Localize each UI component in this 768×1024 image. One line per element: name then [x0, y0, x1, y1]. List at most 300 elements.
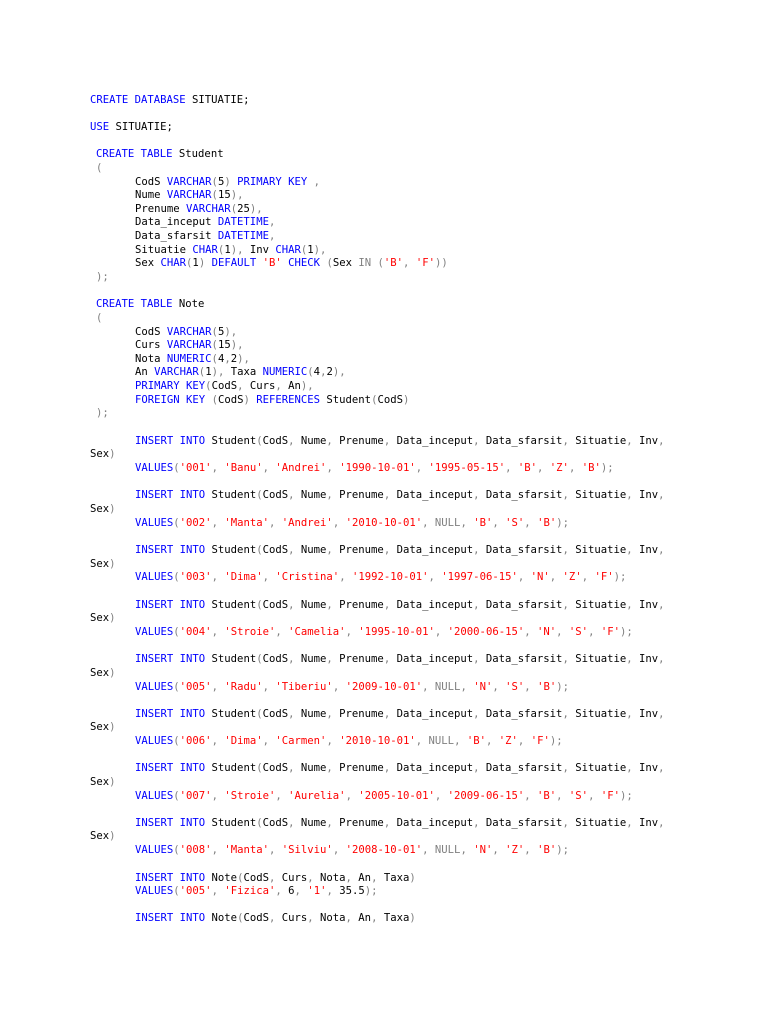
sql-punctuation: ,: [288, 489, 295, 501]
sql-punctuation: (: [198, 366, 206, 378]
sql-punctuation: ,: [332, 681, 340, 693]
sql-identifier: Nota: [313, 912, 346, 924]
sql-keyword: CREATE TABLE: [96, 148, 173, 160]
sql-punctuation: ,: [262, 735, 270, 747]
sql-punctuation: ,: [268, 912, 276, 924]
sql-identifier: An: [281, 380, 301, 392]
code-line: [135, 543, 665, 557]
sql-identifier: Student: [172, 148, 224, 160]
sql-identifier: Prenume: [332, 653, 384, 665]
sql-identifier: Nota: [135, 353, 167, 365]
sql-string-literal: '003': [179, 571, 212, 583]
sql-identifier: 6: [281, 885, 295, 897]
sql-identifier: Data_inceput: [390, 435, 474, 447]
sql-string-literal: 'Camelia': [288, 626, 346, 638]
sql-identifier: Nume: [294, 708, 327, 720]
sql-identifier: CodS: [262, 489, 289, 501]
sql-punctuation: ,: [485, 735, 493, 747]
sql-identifier: Nume: [294, 762, 327, 774]
sql-identifier: CodS: [262, 544, 289, 556]
sql-string-literal: '004': [179, 626, 212, 638]
sql-identifier: Student: [205, 435, 257, 447]
sql-punctuation: ,: [434, 626, 442, 638]
sql-punctuation: ): [198, 257, 206, 269]
sql-identifier: Prenume: [332, 435, 384, 447]
sql-punctuation: ,: [626, 653, 633, 665]
sql-identifier: Situatie: [568, 817, 627, 829]
sql-identifier: Prenume: [332, 544, 384, 556]
code-line: [90, 502, 116, 516]
sql-string-literal: '002': [179, 517, 212, 529]
sql-identifier: Data_sfarsit: [479, 653, 563, 665]
sql-punctuation: ,: [383, 762, 391, 774]
sql-punctuation: (: [237, 912, 244, 924]
sql-keyword: PRIMARY KEY: [135, 380, 206, 392]
sql-identifier: Curs: [275, 872, 308, 884]
sql-punctuation: (: [256, 817, 263, 829]
sql-string-literal: 'F': [530, 735, 550, 747]
code-line: [135, 625, 633, 639]
code-line: [135, 871, 416, 885]
sql-punctuation: ,: [524, 517, 531, 529]
sql-string-literal: '2005-10-01': [358, 790, 435, 802]
sql-keyword: VALUES: [135, 735, 174, 747]
sql-punctuation: ,: [371, 912, 378, 924]
sql-identifier: CodS: [135, 326, 167, 338]
sql-identifier: Student: [205, 817, 257, 829]
sql-punctuation: ,: [658, 708, 665, 720]
sql-punctuation: ,: [211, 626, 218, 638]
sql-punctuation: );: [613, 571, 627, 583]
sql-keyword: CHAR: [275, 244, 301, 256]
sql-string-literal: '2008-10-01': [345, 844, 423, 856]
code-line: [135, 488, 665, 502]
sql-identifier: Data_inceput: [390, 599, 474, 611]
sql-string-literal: 'Aurelia': [288, 790, 346, 802]
sql-punctuation: ,: [626, 599, 633, 611]
sql-identifier: Nume: [294, 544, 327, 556]
sql-identifier: Taxa: [377, 872, 410, 884]
sql-string-literal: '1': [307, 885, 327, 897]
sql-punctuation: ,: [562, 708, 569, 720]
sql-punctuation: ,: [428, 571, 435, 583]
sql-punctuation: ),: [249, 203, 263, 215]
sql-punctuation: ,: [224, 353, 231, 365]
sql-identifier: Nota: [313, 872, 346, 884]
code-line: [90, 829, 116, 843]
sql-identifier: Situatie: [568, 599, 627, 611]
sql-identifier: Sex: [90, 503, 110, 515]
sql-punctuation: ,: [383, 708, 391, 720]
sql-null-literal: NULL: [434, 844, 461, 856]
sql-punctuation: ,: [492, 681, 499, 693]
sql-identifier: 1: [205, 366, 212, 378]
sql-identifier: 35.5: [332, 885, 365, 897]
sql-punctuation: (: [256, 599, 263, 611]
sql-punctuation: ,: [454, 735, 461, 747]
sql-identifier: Inv: [243, 244, 276, 256]
sql-punctuation: ,: [588, 790, 595, 802]
sql-keyword: INSERT INTO: [135, 912, 206, 924]
sql-punctuation: ,: [326, 885, 333, 897]
sql-punctuation: );: [600, 462, 614, 474]
sql-keyword: CHAR: [192, 244, 218, 256]
sql-punctuation: (: [173, 517, 180, 529]
sql-punctuation: ,: [275, 380, 282, 392]
sql-identifier: Inv: [632, 489, 659, 501]
sql-identifier: An: [351, 872, 372, 884]
sql-identifier: Sex: [90, 667, 110, 679]
sql-punctuation: ,: [658, 599, 665, 611]
sql-punctuation: ): [109, 667, 116, 679]
sql-identifier: Student: [205, 762, 257, 774]
code-line: [135, 229, 275, 243]
code-line: [90, 775, 116, 789]
sql-keyword: REFERENCES: [256, 394, 321, 406]
sql-keyword: FOREIGN KEY: [135, 394, 206, 406]
sql-punctuation: ,: [288, 708, 295, 720]
code-line: [135, 680, 569, 694]
sql-punctuation: ,: [460, 844, 467, 856]
sql-identifier: Inv: [632, 435, 659, 447]
sql-punctuation: ,: [562, 489, 569, 501]
sql-identifier: Nume: [294, 489, 327, 501]
code-line: [135, 379, 314, 393]
sql-punctuation: ,: [626, 708, 633, 720]
code-line: [135, 516, 569, 530]
sql-punctuation: ,: [658, 762, 665, 774]
sql-keyword: INSERT INTO: [135, 653, 206, 665]
sql-punctuation: ,: [326, 653, 333, 665]
sql-string-literal: 'Andrei': [275, 462, 327, 474]
code-line: [135, 393, 409, 407]
sql-punctuation: ,: [473, 653, 480, 665]
sql-punctuation: ,: [568, 462, 576, 474]
sql-punctuation: ,: [383, 435, 391, 447]
sql-punctuation: ,: [211, 462, 218, 474]
sql-punctuation: ,: [473, 435, 480, 447]
sql-punctuation: ,: [326, 489, 333, 501]
sql-punctuation: ),: [300, 380, 314, 392]
sql-punctuation: (: [211, 339, 218, 351]
sql-punctuation: ,: [237, 380, 244, 392]
sql-string-literal: '1995-10-01': [358, 626, 435, 638]
sql-punctuation: ,: [262, 681, 270, 693]
sql-punctuation: ,: [556, 790, 563, 802]
sql-punctuation: ,: [658, 544, 665, 556]
sql-identifier: CodS: [211, 380, 238, 392]
code-line: [135, 215, 275, 229]
sql-punctuation: (: [96, 162, 103, 174]
sql-punctuation: ): [109, 776, 116, 788]
sql-identifier: Data_inceput: [390, 489, 474, 501]
sql-identifier: Data_sfarsit: [479, 762, 563, 774]
sql-punctuation: ,: [268, 230, 276, 242]
sql-string-literal: '2009-10-01': [345, 681, 423, 693]
sql-identifier: Prenume: [332, 817, 384, 829]
sql-identifier: Student: [205, 599, 257, 611]
sql-identifier: Data_sfarsit: [135, 230, 218, 242]
sql-punctuation: (: [377, 257, 384, 269]
code-line: [135, 598, 665, 612]
sql-identifier: Sex: [135, 257, 161, 269]
sql-identifier: Taxa: [224, 366, 263, 378]
sql-string-literal: 'Dima': [224, 735, 263, 747]
sql-identifier: Data_inceput: [390, 817, 474, 829]
sql-punctuation: ,: [556, 626, 563, 638]
sql-string-literal: 'S': [505, 681, 525, 693]
sql-punctuation: ,: [383, 544, 391, 556]
code-line: [135, 843, 569, 857]
sql-punctuation: ),: [230, 189, 244, 201]
sql-null-literal: NULL: [434, 681, 461, 693]
sql-identifier: Prenume: [332, 708, 384, 720]
sql-string-literal: 'B': [537, 844, 557, 856]
sql-punctuation: ,: [473, 599, 480, 611]
sql-punctuation: (: [173, 735, 180, 747]
sql-punctuation: ,: [269, 517, 276, 529]
sql-punctuation: ,: [211, 885, 218, 897]
sql-punctuation: );: [556, 517, 569, 529]
code-line: [96, 147, 224, 161]
sql-string-literal: 'Manta': [224, 517, 269, 529]
sql-string-literal: 'Andrei': [281, 517, 333, 529]
sql-punctuation: );: [96, 271, 109, 283]
sql-punctuation: (: [173, 681, 180, 693]
sql-punctuation: ): [109, 612, 116, 624]
sql-identifier: ;: [243, 94, 250, 106]
code-line: [135, 570, 626, 584]
sql-punctuation: ): [243, 394, 250, 406]
sql-punctuation: ,: [537, 462, 544, 474]
sql-null-literal: NULL: [434, 517, 461, 529]
sql-string-literal: '007': [179, 790, 212, 802]
code-line: [135, 256, 448, 270]
sql-punctuation: (: [96, 312, 103, 324]
sql-punctuation: ,: [562, 599, 569, 611]
sql-punctuation: (: [173, 462, 180, 474]
sql-punctuation: ,: [288, 544, 295, 556]
sql-string-literal: '1992-10-01': [351, 571, 429, 583]
sql-punctuation: ),: [332, 366, 346, 378]
sql-punctuation: (: [256, 435, 263, 447]
sql-string-literal: 'B': [466, 735, 486, 747]
sql-punctuation: ,: [460, 517, 467, 529]
sql-punctuation: ,: [492, 844, 499, 856]
code-line: [96, 270, 109, 284]
sql-keyword: DATETIME: [217, 230, 269, 242]
sql-string-literal: 'B': [537, 517, 557, 529]
code-line: [90, 447, 116, 461]
sql-punctuation: ,: [658, 489, 665, 501]
sql-string-literal: 'Cristina': [275, 571, 340, 583]
code-line: [135, 202, 263, 216]
sql-string-literal: '2000-06-15': [447, 626, 525, 638]
sql-punctuation: ,: [332, 844, 340, 856]
sql-punctuation: ,: [383, 599, 391, 611]
sql-string-literal: 'Stroie': [224, 790, 276, 802]
sql-string-literal: '001': [179, 462, 212, 474]
sql-punctuation: ,: [473, 489, 480, 501]
sql-identifier: Sex: [90, 448, 110, 460]
code-line: [96, 297, 204, 311]
sql-identifier: Note: [205, 872, 238, 884]
sql-string-literal: 'B': [537, 681, 557, 693]
sql-identifier: 2: [326, 366, 333, 378]
sql-identifier: Situatie: [568, 653, 627, 665]
sql-identifier: Prenume: [332, 762, 384, 774]
sql-punctuation: ,: [345, 626, 352, 638]
sql-punctuation: ,: [562, 762, 569, 774]
sql-punctuation: ,: [211, 790, 218, 802]
sql-punctuation: (: [211, 326, 218, 338]
sql-punctuation: ,: [626, 544, 633, 556]
sql-string-literal: 'Z': [549, 462, 569, 474]
sql-punctuation: ,: [383, 489, 391, 501]
sql-punctuation: ): [402, 394, 410, 406]
sql-keyword: INSERT INTO: [135, 708, 206, 720]
sql-identifier: 15: [217, 339, 231, 351]
code-line: [135, 325, 237, 339]
sql-identifier: CodS: [262, 599, 289, 611]
sql-keyword: VALUES: [135, 844, 174, 856]
sql-punctuation: ,: [492, 517, 499, 529]
sql-identifier: 25: [237, 203, 250, 215]
sql-punctuation: ,: [211, 517, 218, 529]
sql-identifier: CodS: [262, 762, 289, 774]
sql-punctuation: ): [109, 558, 116, 570]
sql-keyword: INSERT INTO: [135, 435, 206, 447]
sql-punctuation: ): [109, 721, 116, 733]
sql-punctuation: ,: [473, 762, 480, 774]
sql-punctuation: ,: [275, 885, 282, 897]
sql-string-literal: 'Tiberiu': [275, 681, 333, 693]
sql-string-literal: 'Fizica': [224, 885, 276, 897]
code-line: [135, 434, 665, 448]
sql-identifier: CodS: [262, 653, 289, 665]
sql-identifier: CodS: [262, 435, 289, 447]
sql-punctuation: ,: [549, 571, 557, 583]
sql-keyword: VALUES: [135, 462, 174, 474]
sql-punctuation: ,: [562, 544, 569, 556]
sql-string-literal: '1997-06-15': [441, 571, 518, 583]
sql-punctuation: ,: [473, 817, 480, 829]
sql-punctuation: ,: [262, 462, 270, 474]
sql-identifier: Note: [205, 912, 238, 924]
sql-punctuation: ,: [626, 762, 633, 774]
sql-punctuation: ): [109, 448, 116, 460]
sql-punctuation: (: [237, 872, 244, 884]
sql-identifier: 4: [313, 366, 321, 378]
sql-identifier: Taxa: [377, 912, 410, 924]
sql-punctuation: (: [211, 394, 218, 406]
sql-string-literal: 'S': [568, 626, 589, 638]
sql-punctuation: ),: [230, 339, 244, 351]
sql-punctuation: );: [96, 407, 109, 419]
sql-punctuation: ,: [326, 708, 333, 720]
sql-identifier: 1: [224, 244, 231, 256]
sql-identifier: Sex: [90, 558, 110, 570]
sql-string-literal: '005': [179, 681, 212, 693]
sql-punctuation: (: [173, 790, 180, 802]
sql-punctuation: (: [173, 626, 180, 638]
sql-identifier: Data_inceput: [390, 708, 474, 720]
sql-string-literal: 'Z': [562, 571, 582, 583]
sql-keyword: VALUES: [135, 885, 174, 897]
sql-string-literal: 'Carmen': [275, 735, 327, 747]
sql-punctuation: (: [173, 844, 180, 856]
code-line: [90, 557, 116, 571]
sql-string-literal: 'F': [594, 571, 614, 583]
sql-punctuation: (: [211, 353, 218, 365]
sql-punctuation: ,: [326, 462, 333, 474]
sql-identifier: CodS: [377, 394, 403, 406]
sql-string-literal: '005': [179, 885, 212, 897]
sql-string-literal: 'N': [473, 844, 493, 856]
sql-identifier: Sex: [90, 830, 110, 842]
sql-identifier: Situatie: [135, 244, 193, 256]
sql-punctuation: ,: [275, 790, 282, 802]
sql-punctuation: ): [409, 912, 416, 924]
sql-punctuation: ,: [211, 571, 218, 583]
sql-string-literal: 'B': [262, 257, 282, 269]
sql-string-literal: '2009-06-15': [447, 790, 525, 802]
code-line: [135, 761, 665, 775]
sql-string-literal: 'N': [537, 626, 557, 638]
sql-punctuation: ,: [313, 176, 321, 188]
sql-null-literal: NULL: [428, 735, 455, 747]
code-line: [135, 461, 614, 475]
sql-string-literal: 'S': [568, 790, 589, 802]
sql-string-literal: 'Radu': [224, 681, 263, 693]
code-line: [135, 365, 346, 379]
sql-identifier: Inv: [632, 544, 659, 556]
sql-punctuation: ,: [326, 762, 333, 774]
sql-punctuation: ),: [224, 326, 238, 338]
sql-string-literal: 'B': [473, 517, 493, 529]
sql-punctuation: ,: [473, 708, 480, 720]
sql-identifier: Data_inceput: [390, 653, 474, 665]
sql-punctuation: ,: [288, 817, 295, 829]
code-line: [135, 911, 416, 925]
sql-punctuation: ,: [211, 681, 218, 693]
code-line: [135, 734, 563, 748]
sql-punctuation: ),: [313, 244, 327, 256]
sql-punctuation: (: [173, 571, 180, 583]
sql-string-literal: 'Dima': [224, 571, 263, 583]
sql-punctuation: ,: [345, 872, 352, 884]
sql-identifier: Situatie: [568, 544, 627, 556]
sql-string-literal: '006': [179, 735, 212, 747]
sql-punctuation: (: [256, 653, 263, 665]
sql-punctuation: (: [256, 708, 263, 720]
sql-keyword: INSERT INTO: [135, 599, 206, 611]
sql-punctuation: ,: [288, 435, 295, 447]
sql-identifier: Situatie: [568, 708, 627, 720]
code-line: [135, 352, 250, 366]
sql-punctuation: ,: [269, 844, 276, 856]
sql-identifier: An: [351, 912, 372, 924]
sql-identifier: Data_inceput: [390, 762, 474, 774]
sql-keyword: DATETIME: [217, 216, 269, 228]
code-line: [90, 720, 116, 734]
sql-punctuation: ,: [326, 544, 333, 556]
code-line: [96, 406, 109, 420]
sql-punctuation: ,: [307, 912, 314, 924]
sql-string-literal: '2010-10-01': [345, 517, 423, 529]
sql-punctuation: ,: [275, 626, 282, 638]
sql-identifier: Sex: [90, 776, 110, 788]
